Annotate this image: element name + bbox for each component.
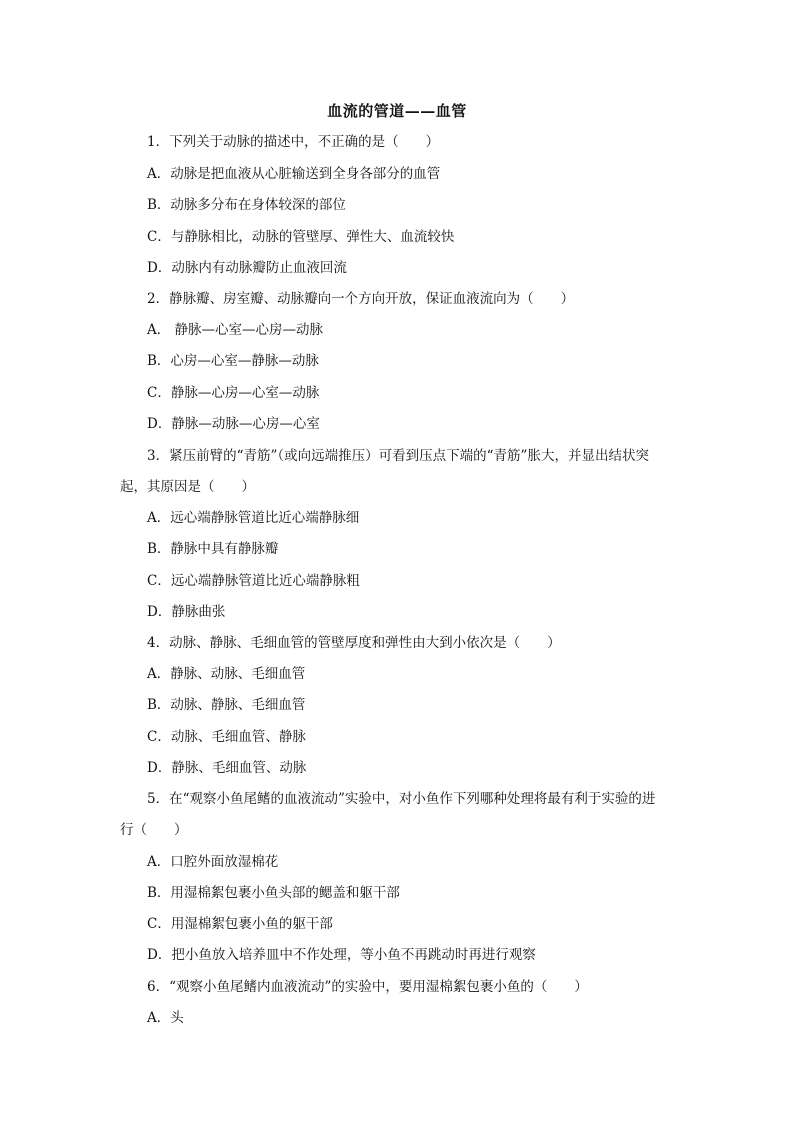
q5-option-c: C．用湿棉絮包裹小鱼的躯干部 bbox=[147, 916, 333, 932]
q2-option-b: B．心房—心室—静脉—动脉 bbox=[147, 353, 319, 369]
q3-option-a: A．远心端静脉管道比近心端静脉细 bbox=[147, 510, 360, 526]
question-6: 6．“观察小鱼尾鳍内血液流动”的实验中，要用湿棉絮包裹小鱼的（ ） bbox=[147, 979, 588, 995]
q2-option-a: A． 静脉—心室—心房—动脉 bbox=[147, 322, 324, 338]
q4-option-a: A．静脉、动脉、毛细血管 bbox=[147, 666, 306, 682]
question-2: 2．静脉瓣、房室瓣、动脉瓣向一个方向开放，保证血液流向为（ ） bbox=[147, 291, 575, 307]
q4-option-d: D．静脉、毛细血管、动脉 bbox=[147, 760, 307, 776]
question-4: 4．动脉、静脉、毛细血管的管壁厚度和弹性由大到小依次是（ ） bbox=[147, 635, 561, 651]
q2-option-d: D．静脉—动脉—心房—心室 bbox=[147, 416, 320, 432]
q1-option-a: A．动脉是把血液从心脏输送到全身各部分的血管 bbox=[147, 166, 441, 182]
q4-option-c: C．动脉、毛细血管、静脉 bbox=[147, 729, 306, 745]
page-title: 血流的管道——血管 bbox=[327, 102, 467, 120]
q1-option-b: B．动脉多分布在身体较深的部位 bbox=[147, 197, 346, 213]
q3-option-d: D．静脉曲张 bbox=[147, 604, 226, 620]
question-1: 1．下列关于动脉的描述中，不正确的是（ ） bbox=[147, 134, 440, 150]
q5-option-b: B．用湿棉絮包裹小鱼头部的鳃盖和躯干部 bbox=[147, 885, 400, 901]
q6-option-a: A．头 bbox=[147, 1010, 184, 1026]
question-5: 5．在“观察小鱼尾鳍的血液流动”实验中，对小鱼作下列哪种处理将最有利于实验的进 bbox=[147, 791, 656, 807]
q4-option-b: B．动脉、静脉、毛细血管 bbox=[147, 697, 306, 713]
q3-option-c: C．远心端静脉管道比近心端静脉粗 bbox=[147, 573, 360, 589]
q3-option-b: B．静脉中具有静脉瓣 bbox=[147, 541, 279, 557]
q5-option-d: D．把小鱼放入培养皿中不作处理，等小鱼不再跳动时再进行观察 bbox=[147, 947, 536, 963]
q1-option-c: C．与静脉相比，动脉的管壁厚、弹性大、血流较快 bbox=[147, 229, 455, 245]
question-3-continued: 起，其原因是（ ） bbox=[120, 479, 255, 495]
q2-option-c: C．静脉—心房—心室—动脉 bbox=[147, 385, 320, 401]
question-3: 3．紧压前臂的“青筋”（或向远端推压）可看到压点下端的“青筋”胀大，并显出结状突 bbox=[147, 448, 649, 464]
question-5-continued: 行（ ） bbox=[120, 822, 188, 838]
q1-option-d: D．动脉内有动脉瓣防止血液回流 bbox=[147, 260, 347, 276]
q5-option-a: A．口腔外面放湿棉花 bbox=[147, 854, 279, 870]
